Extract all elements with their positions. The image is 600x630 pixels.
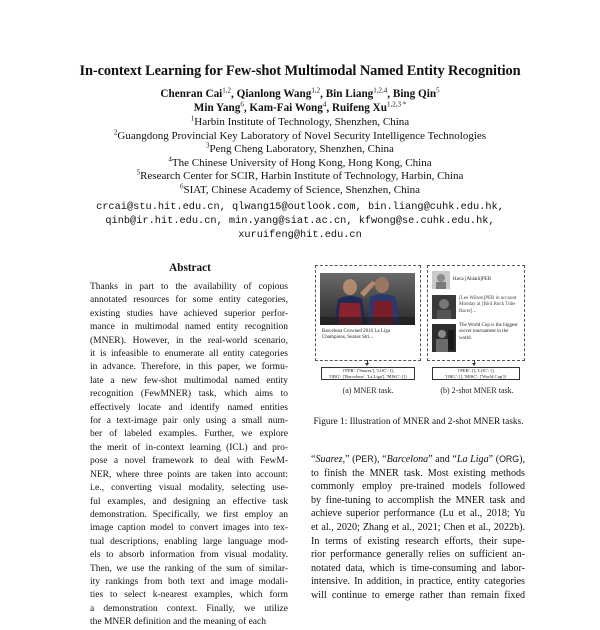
email-line: crcai@stu.hit.edu.cn, qlwang15@outlook.com, bin.liang@cuhk.edu.hk, — [96, 201, 504, 213]
fewshot-top-text: Hava [Ahlatli]PER — [453, 277, 492, 282]
affiliation-marker: 3 — [206, 141, 210, 150]
author-affiliation-marker: 5 — [436, 86, 440, 95]
author-affiliation-marker: 6 — [240, 100, 244, 109]
intro-line: will continue to emerge rather than remain fixed — [311, 589, 525, 601]
affiliation — [0, 127, 600, 144]
intro-line — [311, 453, 525, 467]
author-affiliation-marker: 1,2,3 * — [386, 100, 407, 109]
intro-line: In terms of existing research efforts, their supe- — [311, 535, 525, 547]
figure-1 — [311, 265, 524, 415]
abstract-line: ity rankings from both text and image modali- — [90, 576, 288, 587]
abstract-heading: Abstract — [169, 262, 211, 274]
abstract-line: annotated resources for some entity categories, — [90, 295, 288, 306]
fewshot-output-box — [432, 367, 520, 380]
entity-mention: Suarez — [315, 454, 343, 465]
abstract-line: i.e., converting visual modality, selecting use- — [90, 483, 288, 494]
intro-line: et al., 2020; Zhang et al., 2021; Chen et al., 2022b). — [311, 521, 525, 533]
intro-line: notated data, which is time-consuming and labor- — [311, 562, 525, 574]
entity-mention: La Liga — [456, 454, 489, 465]
abstract-line: ber of labeled examples. Further, we explore — [90, 429, 288, 440]
email-line: qinb@ir.hit.edu.cn, min.yang@siat.ac.cn, kfwong@se.cuhk.edu.hk, — [105, 215, 495, 227]
abstract-line: image caption model to convert images into tex- — [90, 523, 288, 534]
affiliation-text: The Chinese University of Hong Kong, Hong Kong, China — [171, 156, 432, 169]
author-name: Min Yang — [193, 102, 241, 114]
abstract-line: Thanks in part to the availability of copious — [90, 282, 288, 292]
abstract-body — [90, 281, 288, 628]
example-photo-1 — [432, 295, 456, 319]
author-list — [0, 87, 600, 115]
author-name: Bing Qin — [392, 88, 437, 100]
abstract-line: the MNER definition and the meaning of each — [90, 617, 266, 628]
abstract-line: mance in multimodal named entity recognition — [90, 322, 288, 333]
example-photo-top — [432, 271, 450, 289]
affiliation-marker: 1 — [190, 114, 195, 123]
author-name: Chenran Cai — [160, 88, 223, 100]
example-photo-2 — [432, 324, 456, 352]
down-arrow-icon — [367, 360, 368, 364]
author-line-2: Min Yang$^6$, Kam-Fai Wong$^4$, Ruifeng $Xu^{1,2,3 *}$ — [193, 100, 407, 114]
author-name: Ruifeng Xu — [331, 102, 387, 114]
affiliation-list — [0, 116, 600, 198]
intro-text-part: ” and “ — [428, 454, 457, 465]
entity-label: PER — [355, 454, 374, 464]
figure-caption: Figure 1: Illustration of MNER and 2-shot MNER tasks. — [313, 417, 524, 427]
affiliation — [0, 184, 600, 198]
abstract-line: existing studies have achieved superior perfor- — [90, 308, 288, 319]
example-text-1: [Lee Wilson]PER in account Monday at [Bird Rock Tube Racer]... — [459, 296, 517, 314]
entity-label: ORG — [499, 454, 520, 464]
affiliation — [0, 157, 600, 171]
example-text-2: The World Cup is the biggest soccer tournament in the world. — [459, 323, 518, 341]
intro-line: commonly employ pre-trained models followed — [311, 481, 525, 493]
abstract-line: NER, where three points are taken into account: — [90, 469, 288, 480]
abstract-line: it is infeasible to enumerate all entity categories — [90, 349, 288, 360]
abstract-line: in advance. Therefore, in this paper, we formu- — [90, 362, 288, 373]
affiliation-text: Harbin Institute of Technology, Shenzhen, China — [194, 116, 410, 128]
abstract-line: tual descriptions, enabling large language mod- — [90, 536, 288, 547]
paper-title: In-context Learning for Few-shot Multimodal Named Entity Recognition — [79, 63, 521, 79]
fewshot-output-line: 'ORG': [], 'MISC': ['World Cup']} — [445, 373, 507, 379]
affiliation — [0, 170, 600, 184]
author-name: Qianlong Wang — [236, 88, 312, 100]
author-affiliation-marker: 4 — [322, 100, 327, 109]
intro-text — [311, 453, 525, 603]
abstract-line: recognition (FewMNER) task, which aims to — [90, 389, 288, 400]
intro-line: achieve superior performance (Lu et al., 2018; Yu — [311, 508, 525, 520]
abstract-line: the merit of in-context learning (ICL) and pro- — [90, 442, 288, 453]
intro-text-part: ), — [519, 454, 526, 465]
affiliation-marker: 5 — [136, 168, 141, 177]
abstract-line: for a text-image pair only using a small num- — [90, 416, 288, 427]
author-affiliation-marker: 1,2,4 — [373, 86, 388, 95]
abstract-line: a demonstration context. Finally, we utilize — [90, 603, 288, 614]
intro-text-part: ,” ( — [342, 454, 356, 465]
fewshot-output-line: {'PER': [], 'LOC': [], — [457, 368, 495, 373]
author-affiliation-marker: 1,2 — [222, 86, 232, 95]
affiliation — [0, 143, 600, 157]
mner-output-line: {'PER': ['Suarez'], 'LOC': [], — [342, 368, 394, 373]
affiliation-marker: 2 — [113, 127, 118, 136]
affiliation-text: Research Center for SCIR, Harbin Institute of Technology, Harbin, China — [140, 170, 464, 183]
author-name: Bin Liang — [325, 88, 374, 100]
subfigure-a-caption: (a) MNER task. — [342, 386, 394, 395]
affiliation-marker: 4 — [168, 155, 172, 164]
author-affiliation-marker: 1,2 — [311, 86, 321, 95]
entity-mention: Barcelona — [386, 454, 429, 465]
affiliation — [0, 116, 600, 130]
abstract-line: (MNER). However, in the real-world scenario, — [90, 335, 288, 346]
mner-output-line: 'ORG': ['Barcelona', 'La Liga'], 'MISC': []} — [328, 373, 408, 379]
affiliation-marker: 6 — [179, 182, 184, 191]
intro-line: rior performance generally relies on sufficient an- — [311, 549, 525, 561]
affiliation-text: Peng Cheng Laboratory, Shenzhen, China — [209, 143, 394, 156]
abstract-line: ties to select k-nearest examples, which form — [90, 590, 288, 601]
mner-output-box — [321, 367, 415, 380]
author-name: Kam-Fai Wong — [249, 102, 323, 114]
intro-text-part: “ — [311, 454, 316, 465]
abstract-line: ful examples, and designing an effective task — [90, 496, 288, 507]
abstract-line: effectively locate and identify named entities — [90, 402, 288, 413]
abstract-line: demonstration. Specifically, we first employ an — [90, 509, 288, 520]
mner-input-text: Barcelona Crowned 2016 La Liga Champions, Suarez Stri... — [322, 329, 391, 341]
intro-line: intensive. In addition, in practice, entity categories — [311, 576, 525, 588]
abstract-line: late a new few-shot multimodal named entity — [90, 375, 288, 386]
abstract-line: pose a novel framework to deal with FewM- — [90, 456, 288, 467]
down-arrow-icon — [474, 360, 475, 364]
email-list — [0, 200, 600, 242]
affiliation-text: Guangdong Provincial Key Laboratory of Novel Security Intelligence Technologies — [117, 129, 487, 142]
author-line-1: Chenran Cai$^{1,2}$, Qianlong Wang$^{1,2}$, Bin Liang$^{1,2,4}$, Bing Qin$^5$ — [160, 86, 440, 100]
intro-text-part: ), “ — [373, 454, 387, 465]
affiliation-text: SIAT, Chinese Academy of Science, Shenzhen, China — [183, 183, 421, 196]
abstract-line: Then, we use the ranking of the sum of similar- — [90, 563, 288, 574]
email-line: xuruifeng@hit.edu.cn — [238, 229, 362, 241]
abstract-line: els to absorb information from visual modality. — [90, 550, 288, 561]
intro-line: by fine-tuning to accomplish the MNER task and — [311, 494, 525, 506]
subfigure-b-caption: (b) 2-shot MNER task. — [440, 386, 514, 395]
intro-text-part: ” ( — [488, 454, 500, 465]
soccer-photo-a — [320, 273, 415, 325]
intro-line: to finish the MNER task. Most existing methods — [311, 467, 525, 479]
